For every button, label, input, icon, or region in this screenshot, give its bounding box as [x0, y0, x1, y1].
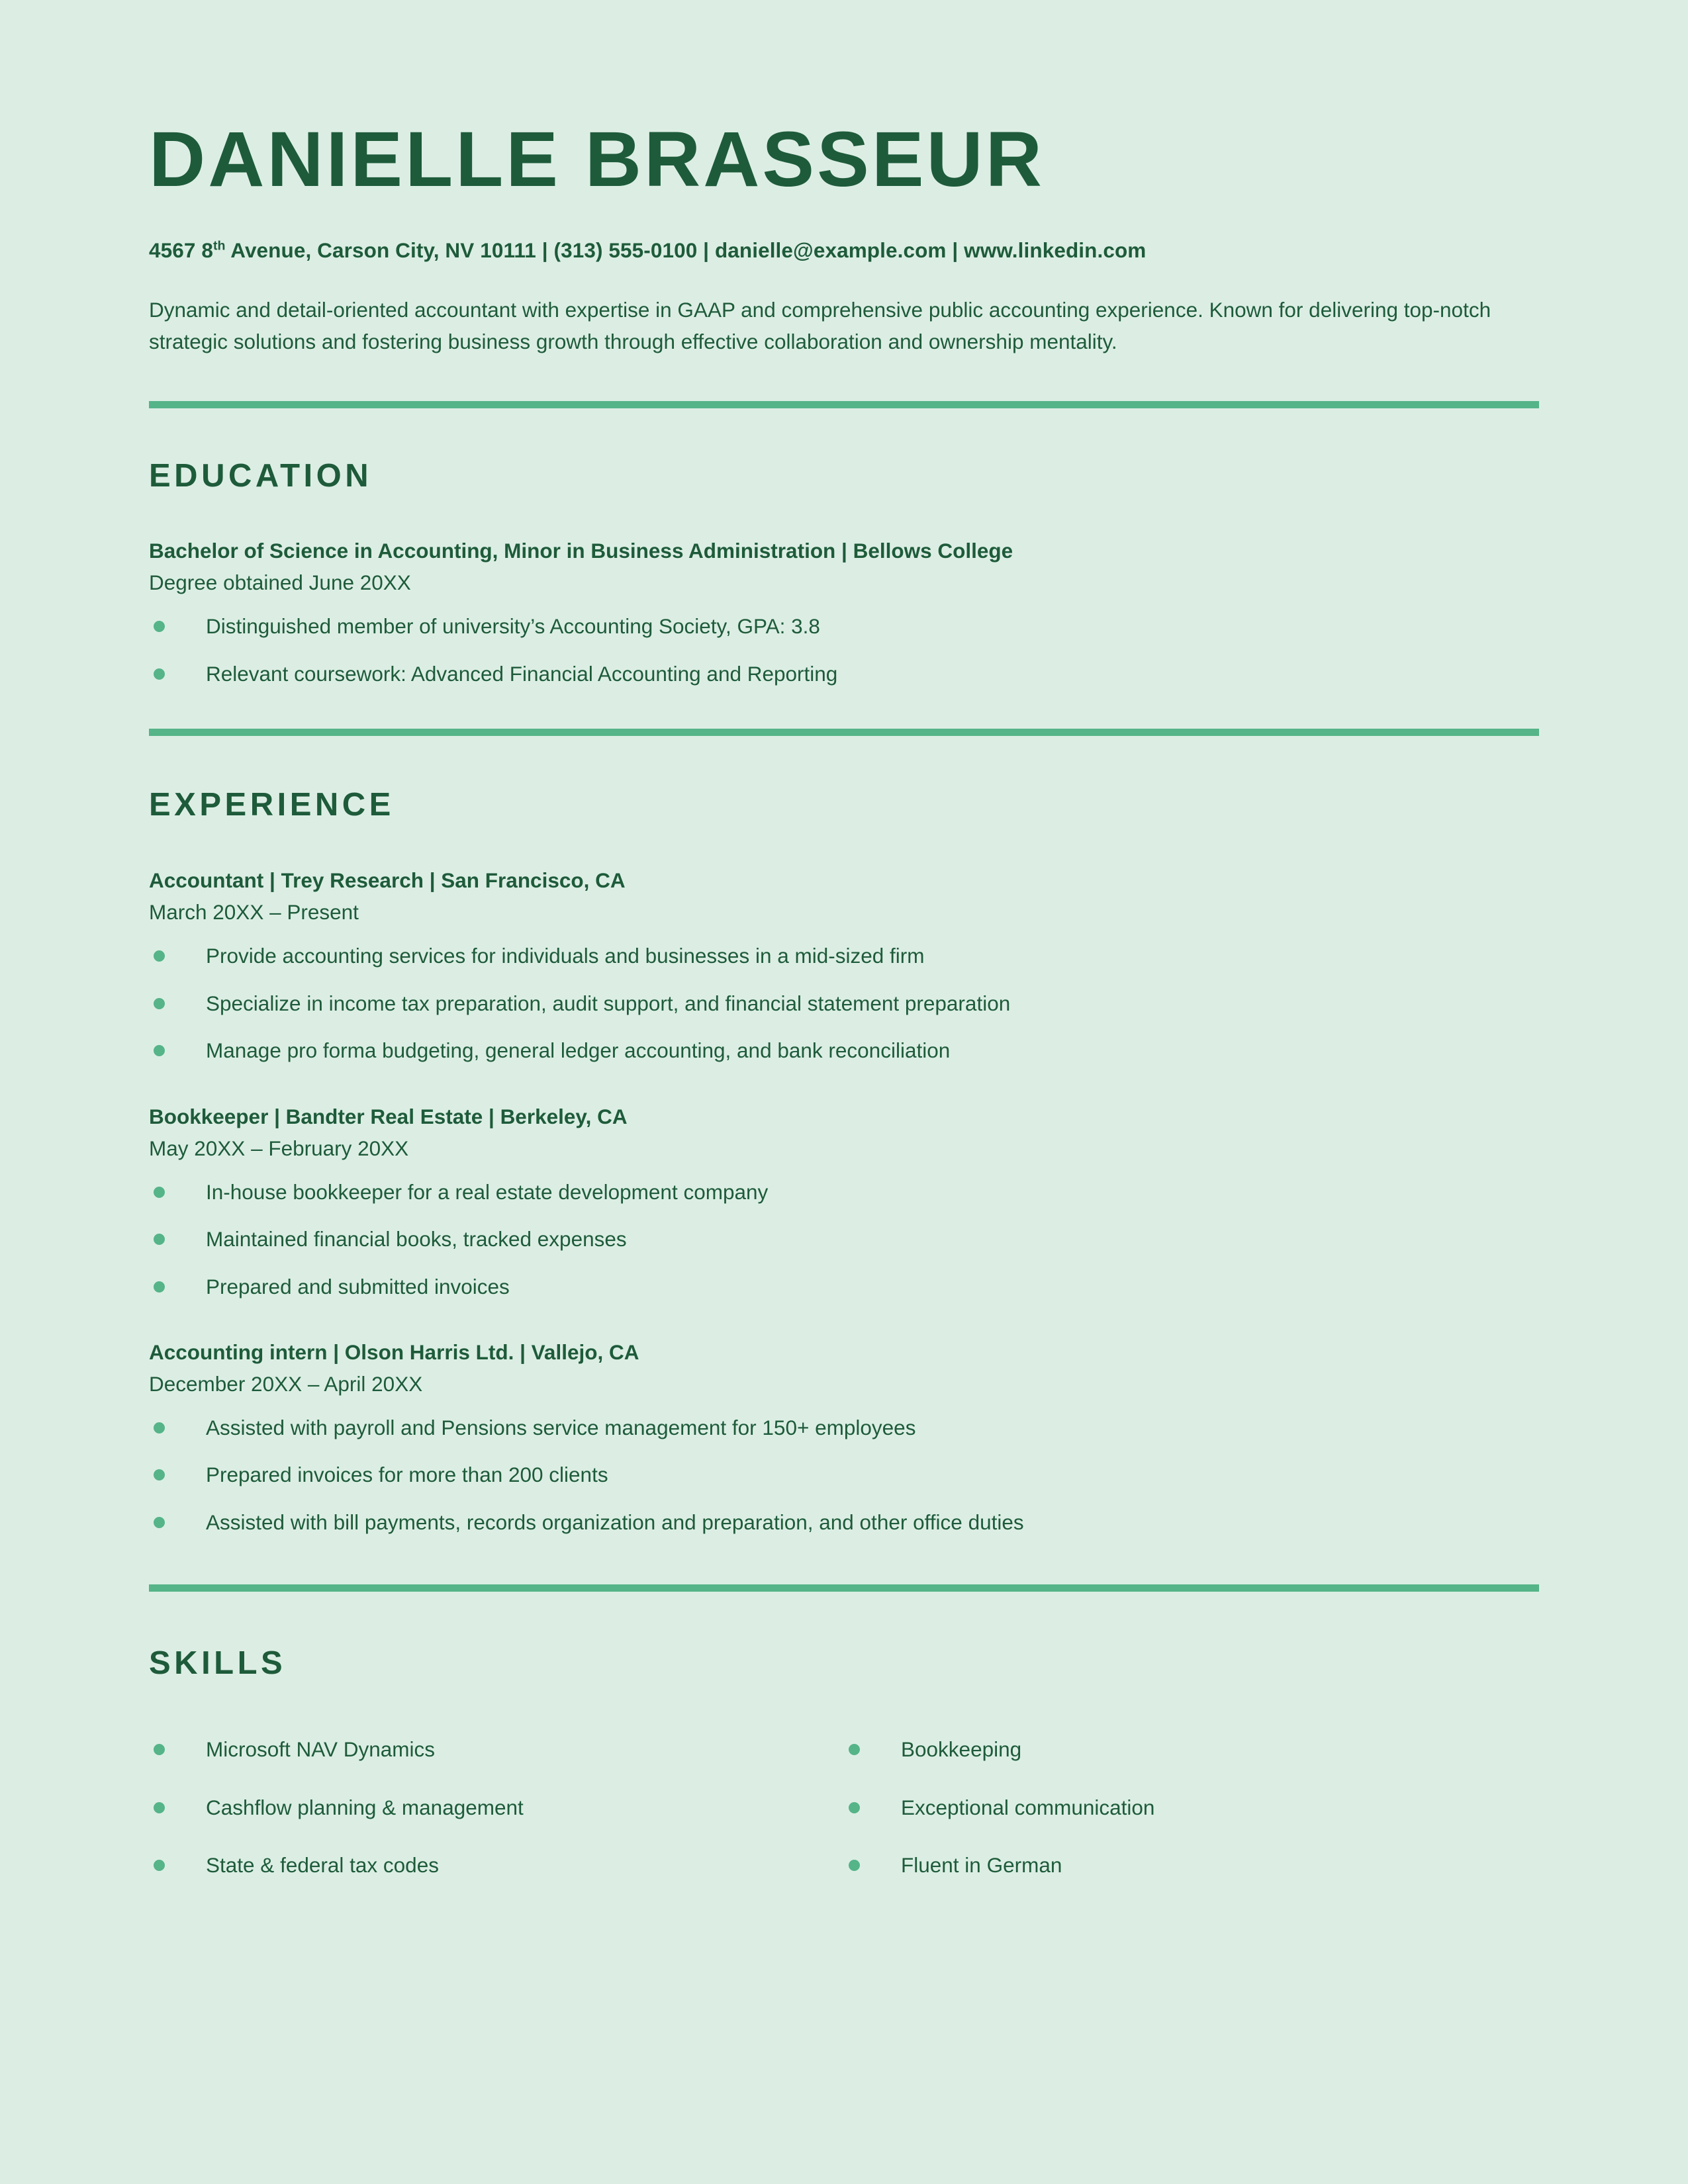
contact-email: danielle@example.com [714, 238, 947, 263]
bullet-dot-icon [154, 998, 165, 1009]
section-title-education: EDUCATION [149, 457, 373, 494]
resume-content [149, 0, 1539, 1880]
experience-entry-title: Accountant | Trey Research | San Francisco, CA [149, 868, 626, 893]
list-item [149, 1414, 1539, 1442]
bullet-dot-icon [154, 1744, 165, 1755]
skills-column-left [149, 1719, 844, 1880]
contact-separator-1: | [536, 238, 554, 263]
experience-entry-title: Accounting intern | Olson Harris Ltd. | Vallejo, CA [149, 1340, 639, 1365]
list-item-text: Specialize in income tax preparation, audit support, and financial statement preparation [206, 991, 1011, 1015]
list-item [149, 660, 1539, 688]
bullet-dot-icon [154, 1422, 165, 1433]
list-item-text: Maintained financial books, tracked expenses [206, 1227, 627, 1251]
section-divider-experience [149, 729, 1539, 736]
experience-entry-date: March 20XX – Present [149, 900, 359, 925]
education-entry-degree: Bachelor of Science in Accounting, Minor in Business Administration | Bellows College [149, 539, 1013, 563]
list-item [149, 1178, 1539, 1206]
experience-bullet-list [149, 1178, 1539, 1301]
list-item-text: Prepared and submitted invoices [206, 1274, 510, 1298]
experience-bullet-list [149, 942, 1539, 1065]
list-item [149, 989, 1539, 1018]
contact-separator-2: | [697, 238, 715, 263]
bullet-dot-icon [154, 668, 165, 680]
section-title-experience: EXPERIENCE [149, 787, 395, 823]
bullet-dot-icon [154, 621, 165, 632]
list-item [149, 942, 1539, 970]
section-title-skills: SKILLS [149, 1645, 287, 1681]
list-item-text: Distinguished member of university’s Accounting Society, GPA: 3.8 [206, 614, 820, 639]
list-item-text: Relevant coursework: Advanced Financial Accounting and Reporting [206, 661, 838, 686]
list-item-text: Fluent in German [901, 1853, 1062, 1878]
contact-address-ordinal: th [212, 238, 226, 253]
contact-address-rest: Avenue, Carson City, NV 10111 [225, 238, 536, 263]
list-item-text: In-house bookkeeper for a real estate development company [206, 1179, 769, 1204]
bullet-dot-icon [849, 1802, 860, 1813]
list-item-text: Assisted with bill payments, records organization and preparation, and other office duties [206, 1510, 1024, 1534]
list-item [149, 1273, 1539, 1301]
experience-entry-date: May 20XX – February 20XX [149, 1136, 409, 1160]
list-item [149, 1794, 844, 1822]
bullet-dot-icon [154, 1234, 165, 1245]
experience-entry-date: December 20XX – April 20XX [149, 1372, 423, 1396]
list-item-text: Microsoft NAV Dynamics [206, 1737, 435, 1762]
skills-column-right [844, 1719, 1539, 1880]
contact-line [149, 238, 1539, 263]
skills-columns [149, 1719, 1539, 1880]
bullet-dot-icon [154, 1045, 165, 1056]
list-item-text: State & federal tax codes [206, 1853, 439, 1878]
experience-entry-2 [149, 1103, 1539, 1300]
education-entry [149, 537, 1539, 688]
bullet-dot-icon [154, 1802, 165, 1813]
list-item [149, 1851, 844, 1880]
list-item [149, 1508, 1539, 1537]
list-item-text: Exceptional communication [901, 1795, 1155, 1819]
list-item [149, 1461, 1539, 1489]
section-divider-education [149, 401, 1539, 408]
experience-bullet-list [149, 1414, 1539, 1537]
education-bullet-list [149, 612, 1539, 688]
bullet-dot-icon [154, 1517, 165, 1528]
list-item-text: Prepared invoices for more than 200 clients [206, 1463, 608, 1487]
experience-entry-3 [149, 1339, 1539, 1536]
experience-entry-title: Bookkeeper | Bandter Real Estate | Berkeley, CA [149, 1104, 628, 1128]
list-item [149, 1225, 1539, 1253]
experience-entry-1 [149, 867, 1539, 1064]
skills-list-right [844, 1735, 1539, 1880]
list-item [844, 1735, 1539, 1764]
list-item [149, 1036, 1539, 1065]
bullet-dot-icon [849, 1744, 860, 1755]
list-item [844, 1851, 1539, 1880]
list-item [844, 1794, 1539, 1822]
professional-summary: Dynamic and detail-oriented accountant with expertise in GAAP and comprehensive public accounting experience. Known for delivering top-notch strategic solutions and fostering business growth through effective collaboration and ownership mentality. [149, 297, 1491, 353]
list-item [149, 612, 1539, 641]
contact-separator-3: | [946, 238, 964, 263]
section-divider-skills [149, 1584, 1539, 1592]
list-item-text: Provide accounting services for individuals and businesses in a mid-sized firm [206, 944, 925, 968]
education-entry-date: Degree obtained June 20XX [149, 570, 411, 595]
skills-list-left [149, 1735, 844, 1880]
bullet-dot-icon [154, 1469, 165, 1480]
bullet-dot-icon [849, 1860, 860, 1871]
bullet-dot-icon [154, 1187, 165, 1198]
list-item-text: Manage pro forma budgeting, general ledger accounting, and bank reconciliation [206, 1038, 951, 1063]
contact-phone: (313) 555-0100 [553, 238, 698, 263]
list-item-text: Assisted with payroll and Pensions service management for 150+ employees [206, 1415, 916, 1439]
list-item [149, 1735, 844, 1764]
bullet-dot-icon [154, 1281, 165, 1293]
list-item-text: Cashflow planning & management [206, 1795, 524, 1819]
bullet-dot-icon [154, 1860, 165, 1871]
bullet-dot-icon [154, 950, 165, 962]
list-item-text: Bookkeeping [901, 1737, 1022, 1762]
contact-address-number: 4567 8 [149, 238, 213, 263]
page-title: DANIELLE BRASSEUR [149, 116, 1045, 203]
contact-website: www.linkedin.com [964, 238, 1147, 263]
